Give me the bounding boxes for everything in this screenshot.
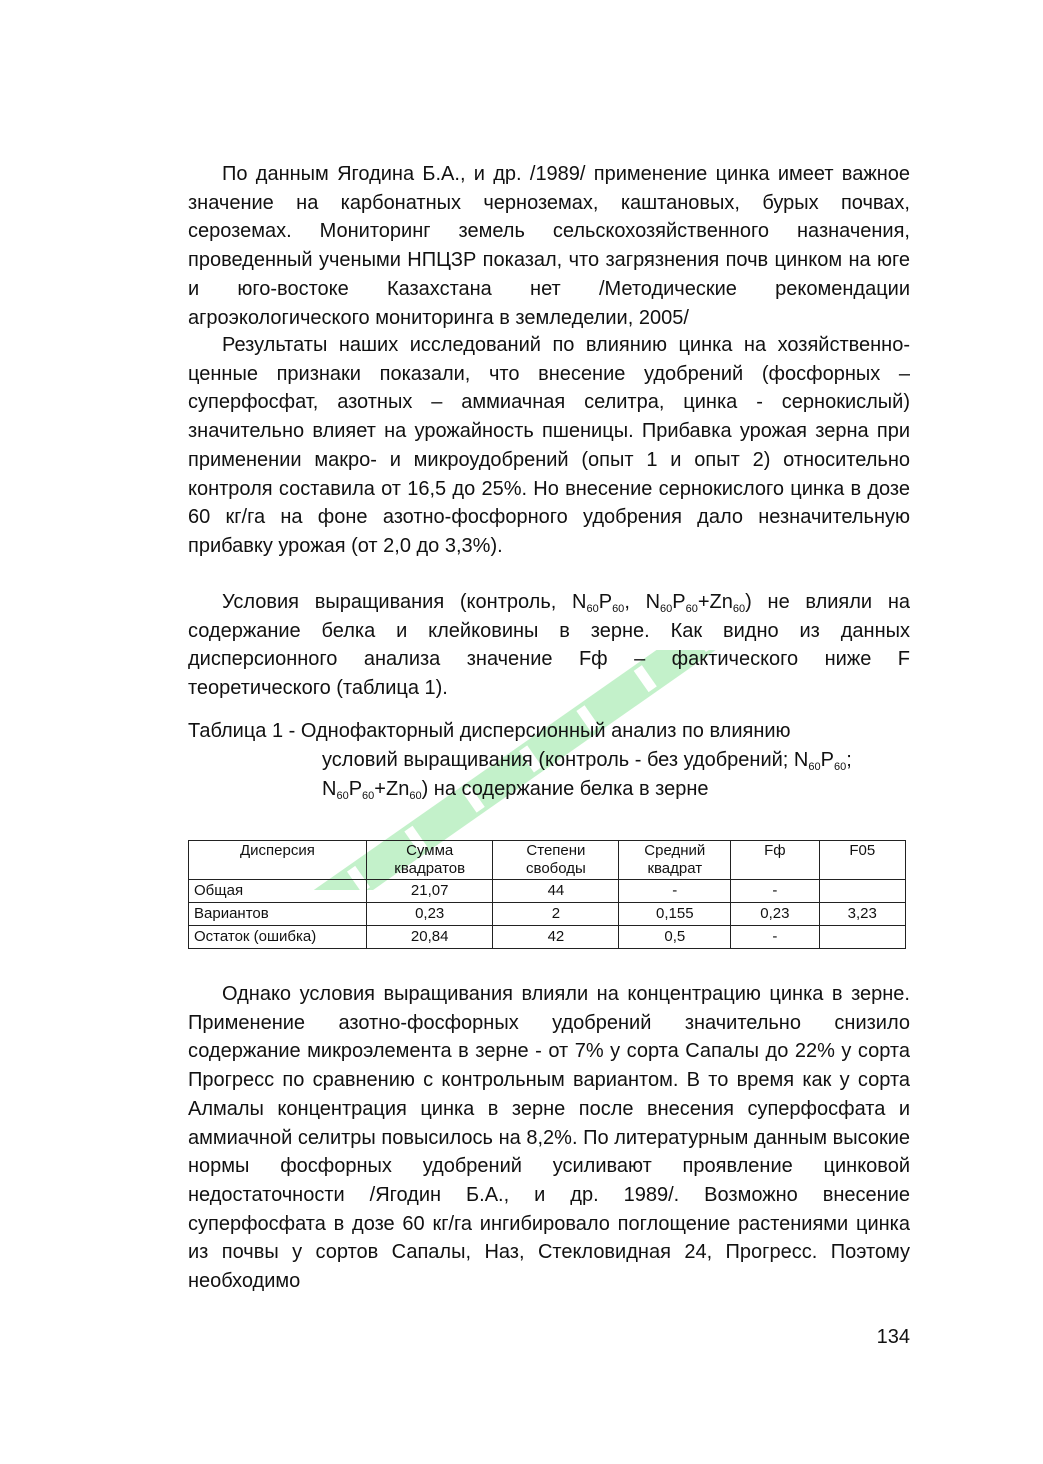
caption-text: P <box>820 749 834 771</box>
table-cell: - <box>731 880 819 903</box>
paragraph-3-text-f: ) не влияли на содержание белка и клейковины в зерне. Как видно из данных дисперсионного анализа значение Fф – фактического ниже F теоретического (таблица 1). <box>188 591 910 700</box>
table-cell <box>819 880 905 903</box>
caption-text: ) на содержание белка в зерне <box>421 778 709 800</box>
paragraph-4-text: Однако условия выращивания влияли на концентрацию цинка в зерне. Применение азотно-фосфорных удобрений значительно снизило содержание микроэлемента в зерне - от 7% у сорта Сапалы до 22% у сорта Прогресс по сравнению с контрольным вариантом. В то время как у сорта Алмалы концентрация цинка в зерне после внесения суперфосфата и аммиачной селитры повысилось на 8,2%. По литературным данным высокие нормы фосфорных удобрений усиливают проявление цинковой недостаточности /Ягодин Б.А., и др. 1989/. Возможно внесение суперфосфата в дозе 60 кг/га ингибировало поглощение растениями цинка из почвы у сортов Сапалы, Наз, Стекловидная 24, Прогресс. Поэтому необходимо <box>188 983 910 1293</box>
caption-text: ; <box>846 749 852 771</box>
subscript: 60 <box>808 761 821 773</box>
table-cell: 0,23 <box>366 903 493 926</box>
page-number: 134 <box>876 1326 910 1348</box>
header-mean-square: Средний квадрат <box>619 841 731 880</box>
table-cell: 20,84 <box>366 926 493 949</box>
table-header-row <box>189 841 906 880</box>
table-cell: Вариантов <box>189 903 367 926</box>
table-cell <box>819 926 905 949</box>
header-dispersion: Дисперсия <box>189 841 367 880</box>
table-cell: 42 <box>493 926 619 949</box>
subscript: 60 <box>362 790 375 802</box>
paragraph-3-text-a: Условия выращивания (контроль, N <box>222 591 587 613</box>
table-cell: 3,23 <box>819 903 905 926</box>
paragraph-3-text-d: P <box>672 591 686 613</box>
subscript: 60 <box>732 603 746 615</box>
subscript: 60 <box>612 603 625 615</box>
paragraph-1 <box>188 160 910 332</box>
table-row <box>189 903 906 926</box>
caption-text: P <box>348 778 363 800</box>
table-cell: 21,07 <box>366 880 493 903</box>
table-cell: Общая <box>189 880 367 903</box>
caption-line-3 <box>188 775 910 804</box>
subscript: 60 <box>586 603 599 615</box>
anova-table <box>188 840 906 949</box>
paragraph-3-text-e: +Zn <box>697 591 733 613</box>
header-f-actual: Fф <box>731 841 819 880</box>
table-cell: 44 <box>493 880 619 903</box>
subscript: 60 <box>833 761 847 773</box>
table-row <box>189 880 906 903</box>
caption-text: условий выращивания (контроль - без удобрений; N <box>322 749 809 771</box>
table-cell: 0,23 <box>731 903 819 926</box>
table-cell: - <box>731 926 819 949</box>
table-cell: Остаток (ошибка) <box>189 926 367 949</box>
paragraph-4 <box>188 980 910 1296</box>
table-cell: 2 <box>493 903 619 926</box>
table-row <box>189 926 906 949</box>
subscript: 60 <box>336 790 349 802</box>
subscript: 60 <box>409 790 422 802</box>
caption-text: N <box>322 778 337 800</box>
table-caption <box>188 717 910 804</box>
table-cell: 0,5 <box>619 926 731 949</box>
paragraph-2-text: Результаты наших исследований по влиянию цинка на хозяйственно-ценные признаки показали, что внесение удобрений (фосфорных – суперфосфат, азотных – аммиачная селитра, цинка - сернокислый) значительно влияет на урожайность пшеницы. Прибавка урожая зерна при применении макро- и микроудобрений (опыт 1 и опыт 2) относительно контроля составила от 16,5 до 25%. Но внесение сернокислого цинка в дозе 60 кг/га на фоне азотно-фосфорного удобрения дало незначительную прибавку урожая (от 2,0 до 3,3%). <box>188 334 910 557</box>
paragraph-2 <box>188 331 910 561</box>
subscript: 60 <box>660 603 673 615</box>
paragraph-1-text: По данным Ягодина Б.А., и др. /1989/ применение цинка имеет важное значение на карбонатных черноземах, каштановых, бурых почвах, сероземах. Мониторинг земель сельскохозяйственного назначения, проведенный учеными НПЦЗР показал, что загрязнения почв цинком на юге и юго-востоке Казахстана нет /Методические рекомендации агроэкологического мониторинга в земледелии, 2005/ <box>188 163 910 329</box>
header-sum-squares: Сумма квадратов <box>366 841 493 880</box>
table-cell: 0,155 <box>619 903 731 926</box>
subscript: 60 <box>685 603 698 615</box>
caption-line-2 <box>188 746 910 775</box>
paragraph-3 <box>188 588 910 703</box>
paragraph-3-text-c: , N <box>624 591 661 613</box>
header-degrees-freedom: Степени свободы <box>493 841 619 880</box>
table-cell: - <box>619 880 731 903</box>
header-f05: F05 <box>819 841 905 880</box>
paragraph-3-text-b: P <box>598 591 613 613</box>
caption-text: +Zn <box>374 778 410 800</box>
caption-line-1: Таблица 1 - Однофакторный дисперсионный анализ по влиянию <box>188 720 791 742</box>
